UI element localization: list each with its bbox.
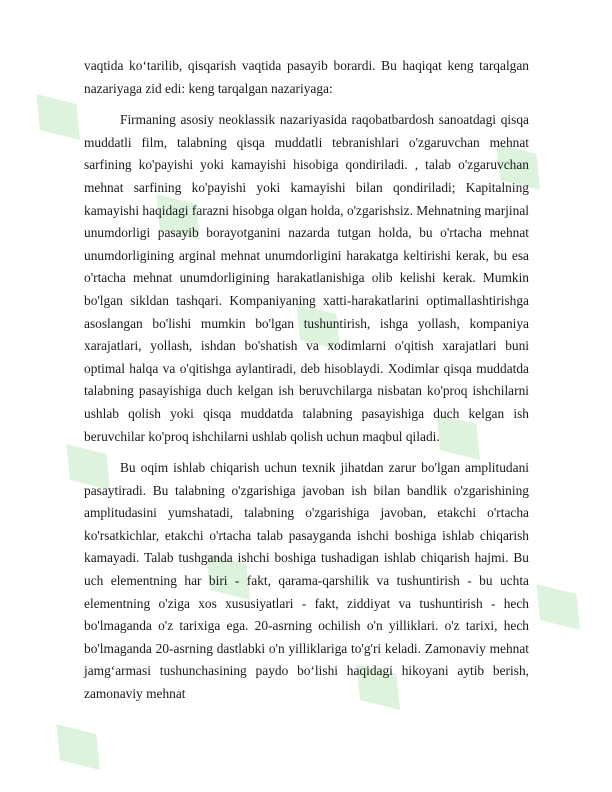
paragraph: Firmaning asosiy neoklassik nazariyasida raqobatbardosh sanoatdagi qisqa muddatli film, talabning qisqa muddatli tebranishlari o'zgaruvchan mehnat sarfining ko'payishi yoki kamayishi hisobiga qondiriladi. , talab o'zgaruvchan mehnat sarfining ko'payishi yoki kamayishi bilan qondiriladi; Kapitalning kamayishi haqidagi farazni hisobga olgan holda, o'zgarishsiz. Mehnatning marjinal unumdorligi pasayib borayotganini nazarda tutgan holda, bu o'rtacha mehnat unumdorligining arginal mehnat unumdorligini harakatga keltirishi kerak, bu esa o'rtacha mehnat unumdorligining harakatlanishiga olib kelishi kerak. Mumkin bo'lgan sikldan tashqari. Kompaniyaning xatti-harakatlarini optimallashtirishga asoslangan bo'lishi mumkin bo'lgan tushuntirish, ishga yollash, kompaniya xarajatlari, yollash, ishdan bo'shatish va xodimlarni o'qitish xarajatlari buni optimal halqa va o'qitishga aylantiradi, deb hisoblaydi. Xodimlar qisqa muddatda talabning pasayishiga duch kelgan ish beruvchilarga nisbatan ko'proq ishchilarni ushlab qolish yoki qisqa muddatda talabning pasayishiga duch kelgan ish beruvchilar ko'proq ishchilarni ushlab qolish uchun maqbul qiladi.: [84, 112, 529, 444]
paragraph: Bu oqim ishlab chiqarish uchun texnik jihatdan zarur bo'lgan amplitudani pasaytiradi. Bu talabning o'zgarishiga javoban ish bilan bandlik o'zgarishining amplitudasini yumshatadi, talabning o'zgarishiga javoban, etakchi o'rtacha ko'rsatkichlar, etakchi o'rtacha talab pasayganda ishchi boshiga ishlab chiqarish kamayadi. Talab tushganda ishchi boshiga tushadigan ishlab chiqarish hajmi. Bu uch elementning har biri - fakt, qarama-qarshilik va tushuntirish - bu uchta elementning o'ziga xos xususiyatlari - fakt, ziddiyat va tushuntirish - hech bo'lmaganda o'z tarixiga ega. 20-asrning ochilish o'n yilliklari. o'z tarixi, hech bo'lmaganda 20-asrning dastlabki o'n yilliklariga to'g'ri keladi. Zamonaviy mehnat jamg‘armasi tushunchasining paydo bo‘lishi haqidagi hikoyani aytib berish, zamonaviy mehnat: [84, 460, 529, 702]
paragraph: vaqtida ko‘tarilib, qisqarish vaqtida pasayib borardi. Bu haqiqat keng tarqalgan nazariyaga zid edi: keng tarqalgan nazariyaga:: [84, 58, 529, 96]
document-body: [84, 55, 529, 706]
